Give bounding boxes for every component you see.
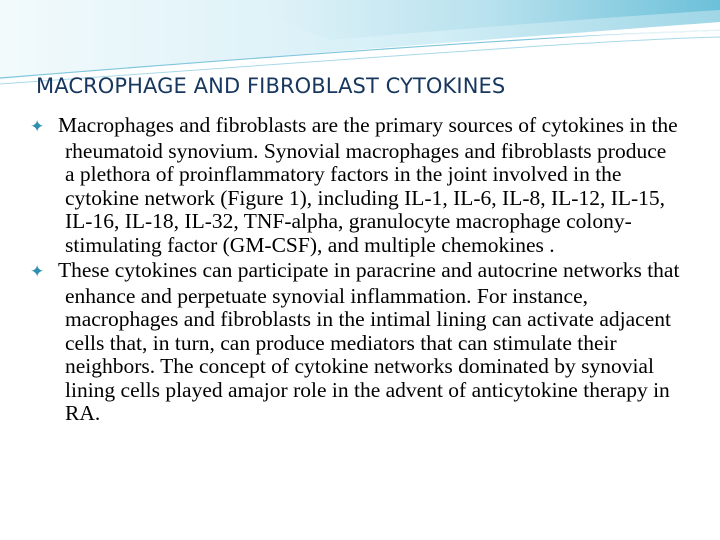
bullet-paragraph-2: [30, 259, 680, 426]
bullet-star-icon: ✦: [30, 117, 45, 137]
bullet-text-1: Macrophages and fibroblasts are the primary sources of cytokines in the rheumatoid synovium. Synovial macrophages and fibroblasts produce a plethora of proinflammatory factors in the joint involved in the cytokine network (Figure 1), including IL-1, IL-6, IL-8, IL-12, IL-15, IL-16, IL-18, IL-32, TNF-alpha, granulocyte macrophage colony-stimulating factor (GM-CSF), and multiple chemokines .: [58, 113, 678, 257]
slide-body: [30, 114, 680, 428]
slide-title: MACROPHAGE AND FIBROBLAST CYTOKINES: [36, 74, 506, 98]
bullet-paragraph-1: [30, 114, 680, 257]
bullet-text-2: These cytokines can participate in paracrine and autocrine networks that enhance and perpetuate synovial inflammation. For instance, macrophages and fibroblasts in the intimal lining can activate adjacent cells that, in turn, can produce mediators that can stimulate their neighbors. The concept of cytokine networks dominated by synovial lining cells played amajor role in the advent of anticytokine therapy in RA.: [58, 258, 680, 425]
bullet-star-icon: ✦: [30, 262, 45, 282]
